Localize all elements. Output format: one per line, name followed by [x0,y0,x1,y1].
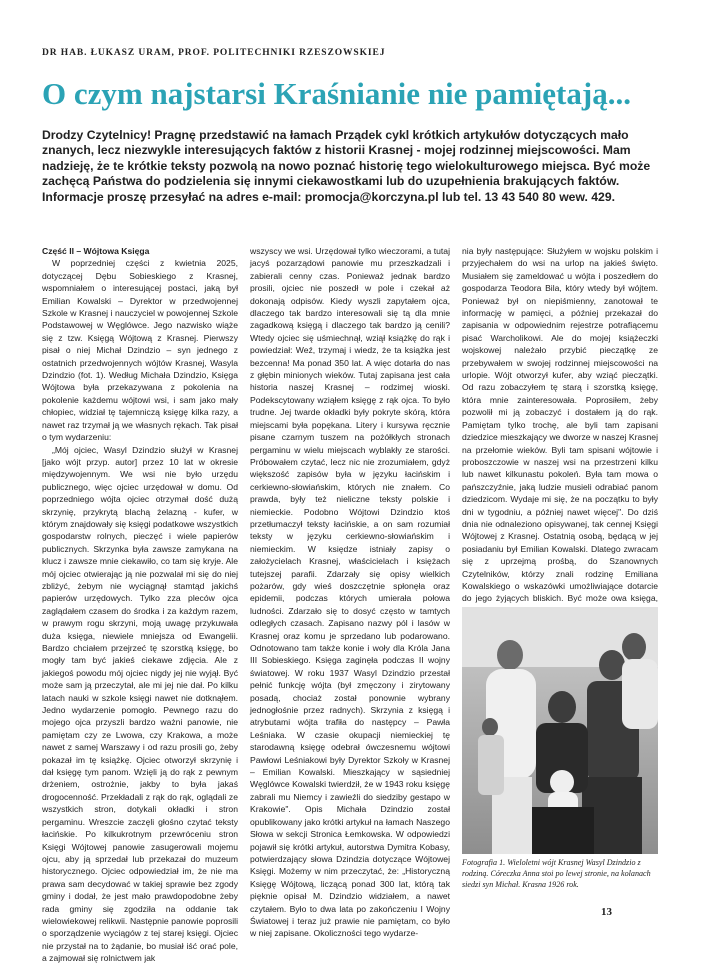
article-title: O czym najstarsi Kraśnianie nie pamiętają... [42,76,631,111]
author-line: DR HAB. ŁUKASZ URAM, PROF. POLITECHNIKI RZESZOWSKIEJ [42,48,386,58]
article-column-2 [250,245,450,940]
family-photograph [462,607,658,854]
page-number: 13 [601,906,612,918]
paragraph: W poprzedniej części z kwietnia 2025, dotyczącej Dębu Sobieskiego z Krasnej, wspomniałem o interesującej postaci, jaką był Emilian Kowalski – Dyrektor w przedwojennej Szkole w Krasnej i nauczyciel w powojennej Szkole Podstawowej w Węglówce. Jego nazwisko wiąże się z tzw. Księgą Wójtową z Krasnej. Pierwszy pisał o niej Michał Dzindzio – syn jednego z ostatnich przedwojennych wójtów Krasnej, Wasyla Dzindzio (fot. 1). Według Michała Dzindzio, Księga Wójtowa była przekazywana z pokolenia na pokolenie każdemu wójtowi wsi, i sam jako mały chłopiec, widział tę tajemniczą księgę kilka razy, a nawet raz trzymał ją we własnych rękach. Tak pisał o tym wydarzeniu: [42,258,238,443]
article-column-1 [42,245,238,965]
photo-caption: Fotografia 1. Wieloletni wójt Krasnej Wasyl Dzindzio z rodziną. Córeczka Anna stoi po lewej stronie, na kolanach siedzi syn Michał. Krasna 1926 rok. [462,858,651,889]
article-column-3 [462,245,658,642]
photo-illustration [462,607,658,854]
paragraph: wszyscy we wsi. Urzędował tylko wieczorami, a tutaj jacyś pozarządowi panowie mu przeszkadzali i zabierali cenny czas. Ponieważ jednak bardzo prosili, ojciec nie poszedł w pole i czekał aż dokonają odpisów. Kiedy wyszli zapytałem ojca, dlaczego tak bardzo interesowali się tą dla mnie zagadkową księgą i dlaczego tak bardzo ją cenili? Wtedy ojciec się uśmiechnął, wziął książkę do rąk i powiedział: Weź, trzymaj i wiedz, że ta książka jest bezcenna! Ma ponad 350 lat. A więc dotarła do nas z głębin minionych wieków. Tutaj zapisana jest cała historia naszej Krasnej – rodzimej wioski. Podekscytowany wziąłem księgę z rąk ojca. To było trudne. Jej twarde okładki były pokryte skórą, która miejscami była popękana. Litery i kursywa ręcznie pisane czarnym tuszem na pożółkłych stronach pergaminu w wielu miejscach wyblakły ze starości. Próbowałem czytać, lecz nic nie zrozumiałem, gdyż większość zapisów była w języku łacińskim i cerkiewno-słowiańskim, których nie znałem. Co prawda, były też nieliczne teksty polskie i niemieckie. Podobno Wójtowi Dzindzio ktoś przetłumaczył teksty łacińskie, a on sam rozumiał teksty w języku cerkiewno-słowiańskim i niemieckim. W księdze istniały zapisy o założycielach Krasnej, właścicielach i księżach tutejszej parafii. Zdarzały się opisy wielkich pożarów, gdy wieś doszczętnie spłonęła oraz epidemii, podczas których umierała połowa ludności. Zdarzało się to dosyć często w tamtych odległych czasach. Zapisano nazwy pól i lasów w Krasnej oraz komu je sprzedano lub podarowano. Odnotowano tam także konie i woły dla Króla Jana III Sobieskiego. Księga zaginęła podczas II wojny światowej. W roku 1937 Wasyl Dzindzio przestał pełnić funkcję wójta (był zmęczony i zirytowany posadą, chociaż został ponownie wybrany jednogłośnie przez radnych). Skrzynia z księgą i atrybutami wójta trafiła do następcy – Pawła Leśniaka. W czasie okupacji niemieckiej tę starodawną księgę odebrał ówczesnemu wójtowi Pawłowi Leśniakowi były Dyrektor Szkoły w Krasnej – Emilian Kowalski. Mieszkający w sąsiedniej Węglówce Kowalski twierdził, że w 1943 roku księgę zabrali mu Niemcy i zawieźli do siedziby gestapo w Krakowie". Opis Michała Dzindzio został opublikowany jako krótki artykuł na łamach Naszego Słowa w sekcji Stronica Łemkowska. W odpowiedzi pojawił się krótki artykuł, autorstwa Dymitra Kobasy, potwierdzający słowa Dzindzia dotyczące Wójtowej Księgi. Możemy w nim przeczytać, że: „Historyczną Księgę Wójtową, liczącą ponad 300 lat, którą tak pięknie opisał M. Dzindzio widziałem, a nawet czytałem. Było to dwa lata po zakończeniu I Wojny Światowej i teraz już prawie nie pamiętam, co było w niej zapisane. Okoliczności tego wydarze- [250,246,450,939]
part-title: Część II – Wójtowa Księga [42,246,150,256]
paragraph: nia były następujące: Służyłem w wojsku polskim i przyjechałem do wsi na urlop na jakieś święto. Musiałem się zameldować u wójta i poszedłem do gospodarza Teodora Bila, który wtedy był wójtem. Ponieważ był on niepiśmienny, zanotował te informację w pamięci, a później przekazał do zapisania w odpowiednim rejestrze potrafiącemu pisać Warcholikowi. Ale do mojej książeczki wojskowej należało przybić pieczątkę ze przebywałem w swojej rodzinnej miejscowości na urlopie. Wójt otworzył kufer, aby wziąć pieczątki. Od razu zobaczyłem tę starą i szorstką księgę, która mnie zainteresowała. Poprosiłem, żeby pozwolił mi ją zobaczyć i dostałem ją do rąk. Pamiętam tylko trochę, ale byli tam zapisani dziedzice mieszkający we dworze w naszej Krasnej na przełomie wieków. Byli tam spisani wójtowie i proboszczowie w naszej wsi na przestrzeni kilku lub nawet kilkunastu pokoleń. Była tam mowa o pańszczyźnie, jaką ludzie musieli odrabiać panom dziedzicom. Wydaje mi się, że na początku to były dni w tygodniu, a później nawet więcej". Do dziś dnia nie odnaleziono opisywanej, tak cennej Księgi Wójtowej z Krasnej. Ostatnią osobą, będącą w jej posiadaniu był Emilian Kowalski. Dlatego zwracam się z uprzejmą prośbą, do Szanownych Czytelników, którzy znali rodzinę Emiliana Kowalskiego o wskazówki umożliwiające dotarcie do jego żyjących bliskich. Być może owa księga, [462,246,658,604]
intro-paragraph: Drodzy Czytelnicy! Pragnę przedstawić na łamach Prządek cykl krótkich artykułów dotyczących mało znanych, lecz niezwykle interesujących faktów z historii Krasnej - mojej rodzinnej miejscowości. Mam nadzieję, że te krótkie teksty pozwolą na nowo poznać historię tego wielokulturowego miejsca. Być może zachęcą Państwa do podzielenia się innymi ciekawostkami lub do uzupełnienia brakujących faktów. Informacje proszę przesyłać na adres e-mail: promocja@korczyna.pl lub tel. 13 43 540 80 wew. 429. [42,128,651,204]
quote-paragraph: „Mój ojciec, Wasyl Dzindzio służył w Krasnej [jako wójt przyp. autor] przez 10 lat w okresie międzywojennym. We wsi nie było urzędu publicznego, więc ojciec urzędował w domu. Od poprzedniego wójta ojciec otrzymał dość dużą skrzynię, przykrytą blachą żelazną - kufer, w którym znajdowały się księgi podatkowe wszystkich gospodarstw rolnych, pieczęć i wiele papierów publicznych. Skrzynka była zawsze zamykana na klucz i zawsze mnie ciekawiło, co tam się kryje. Ale mój ojciec otwierając ją nie pozwalał mi się do niej zbliżyć, żebym nie wyciągnął stamtąd jakichś papierów urzędowych. Tylko zza pleców ojca zaglądałem czasem do środka i za każdym razem, w prawym rogu skrzyni, moją uwagę przykuwała duża księga, niewiele mniejsza od Ewangelii. Bardzo chciałem przejrzeć tę szorstką księgę, bo mogły tam być jakieś ciekawe zdjęcia. Ale z jakiegoś powodu mój ojciec nigdy jej nie wyjął. Być może sam ją przeczytał, ale mi jej nie dał. Po kilku latach nauki w szkole księgi nawet nie dotknąłem. Jedno wydarzenie pomogło. Pewnego razu do mojego ojca przyszli bardzo ważni panowie, nie pamiętam czy ze Lwowa, czy Krakowa, a może nawet z samej Warszawy i od razu prosili go, żeby pokazał im tę książkę. Ojciec otworzył skrzynię i dał księgę tym panom. Wzięli ją do rąk z pewnym drżeniem, ostrożnie, jakby to była jakaś drogocenność. Przekładali z rąk do rąk, oglądali ze wszystkich stron, dotykali okładki i stron pergaminu. Wreszcie zaczęli głośno czytać teksty łacińskie. Po kilkukrotnym przewróceniu stron Księgi Wójtowej panowie zasugerowali mojemu ojcu, aby ją sprzedał lub przekazał do muzeum historycznego. Ojciec odpowiedział im, że nie ma prawa sam decydować w takiej sprawie bez zgody gminy i dodał, że jest mało prawdopodobne żeby rada gminy się zgodziła na oddanie tak wielowiekowej relikwii. Następnie panowie poprosili o sporządzenie wyciągów z tej starej księgi. Ojciec nie przystał na to żądanie, bo musiał iść orać pole, a zajmował się rolnictwem jak [42,444,238,964]
